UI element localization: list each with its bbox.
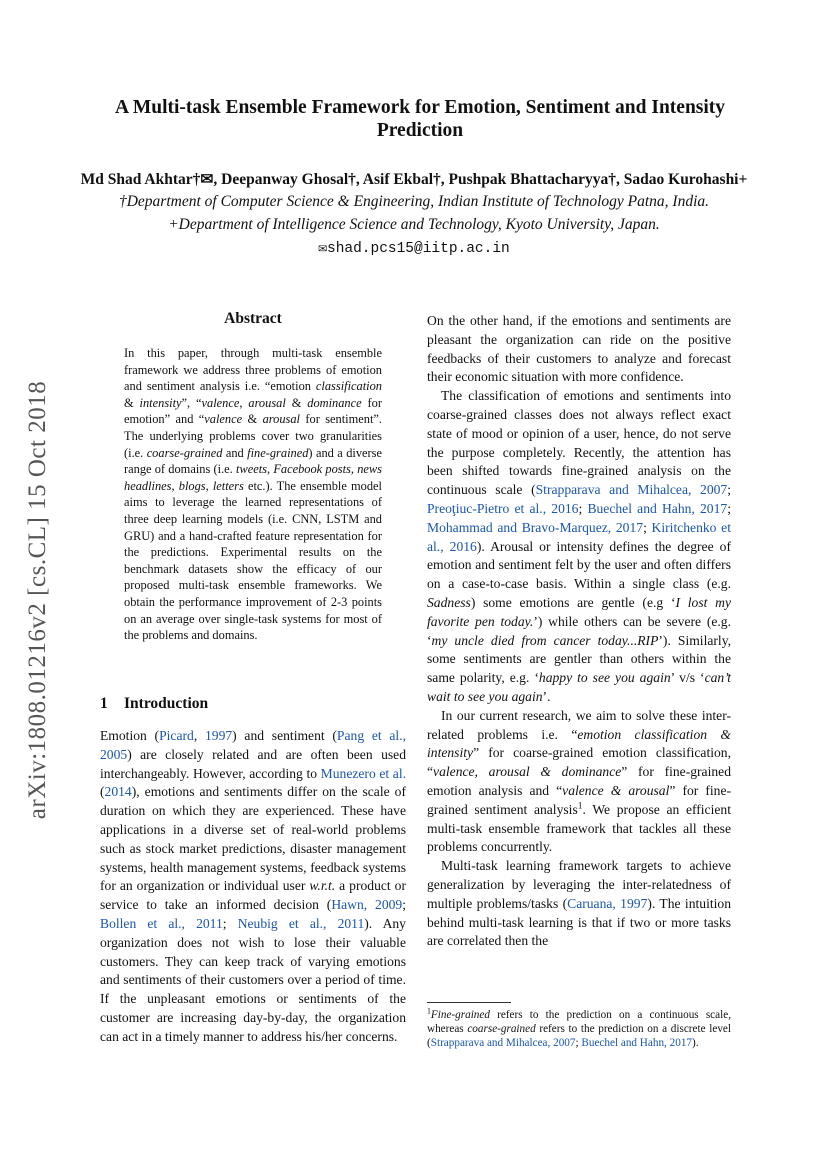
abstract-heading: Abstract [224, 310, 282, 327]
citation-link[interactable]: Caruana, 1997 [567, 895, 648, 911]
citation-link[interactable]: Bollen et al., 2011 [100, 915, 223, 931]
contact-email: ✉shad.pcs15@iitp.ac.in [318, 241, 510, 257]
citation-link[interactable]: Kiritchenko et al., 2016 [427, 519, 731, 554]
citation-link[interactable]: Picard [159, 728, 194, 743]
citation-link[interactable]: 2014 [104, 784, 132, 800]
citation-link[interactable]: Buechel and Hahn, 2017 [587, 500, 728, 516]
section-heading-introduction: 1 Introduction [100, 695, 209, 712]
paper-title: A Multi-task Ensemble Framework for Emotion, Sentiment and Intensity Prediction [114, 97, 726, 141]
footnote: $^1$Fine-grained refers to the prediction on a continuous scale, whereas coarse-grained refers to the prediction on a discrete level (Strapparava and Mihalcea, 2007; Buechel and Hahn, 2017). [427, 1006, 731, 1050]
citation-link[interactable]: Pang et al., 2005 [100, 728, 407, 762]
arxiv-identifier: arXiv:1808.01216v2 [cs.CL] 15 Oct 2018 [24, 380, 51, 820]
citation-link[interactable]: Mohammad and Bravo-Marquez, 2017 [427, 519, 644, 535]
footnote-rule [427, 1002, 511, 1003]
abstract-text: In this paper, through multi-task ensemble framework we address three problems of emotion and sentiment analysis i.e. “emotion classification & intensity”, “valence, arousal & dominance for emotion” and “valence & arousal for sentiment”. The underlying problems cover two granularities (i.e. coarse-grained and fine-grained) and a diverse range of domains (i.e. tweets, Facebook posts, news headlines, blogs, letters etc.). The ensemble model aims to leverage the learned representations of three deep learning models (i.e. CNN, LSTM and GRU) and a hand-crafted feature representation for the predictions. Experimental results on the benchmark datasets show the efficacy of our proposed multi-task ensemble frameworks. We obtain the performance improvement of 2-3 points on an average over single-task systems for most of the problems and domains. [124, 346, 382, 643]
intro-paragraph-left: Emotion (Picard, 1997) and sentiment (Pang et al., 2005) are closely related and are often been used interchangeably. However, according to Munezero et al. (2014), emotions and sentiments differ on the scale of duration on which they are experienced. These have applications in a diverse set of real-world problems such as stock market predictions, disaster management systems, health management systems, feedback systems for an organization or individual user w.r.t. a product or service to take an informed decision (Hawn, 2009; Bollen et al., 2011; Neubig et al., 2011). Any organization does not wish to lose their valuable customers. They can keep track of varying emotions and sentiments of their customers over a period of time. If the unpleasant emotions or sentiments of the customer are increasing day-by-day, the organization can act in a timely manner to address his/her concerns. [100, 728, 407, 1044]
affiliation-kyoto: +Department of Intelligence Science and Technology, Kyoto University, Japan. [168, 216, 660, 233]
intro-paragraphs-right: On the other hand, if the emotions and sentiments are pleasant the organization can ride on the positive feedbacks of their customers to analyze and forecast their economic situation with more confidence. The classification of emotions and sentiments into coarse-grained classes does not always reflect exact state of mood or opinion of a user, hence, do not serve the purpose completely. Recently, the attention has been shifted towards fine-grained analysis on the continuous scale (Strapparava and Mihalcea, 2007; Preoţiuc-Pietro et al., 2016; Buechel and Hahn, 2017; Mohammad and Bravo-Marquez, 2017; Kiritchenko et al., 2016). Arousal or intensity defines the degree of emotion and sentiment felt by the user and often differs on a case-to-case basis. Within a single class (e.g. Sadness) some emotions are gentle (e.g ‘I lost my favorite pen today.’) while others can be severe (e.g. ‘my uncle died from cancer today...RIP’). Similarly, some sentiments are gentler than others within the same polarity, e.g. ‘happy to see you again’ v/s ‘can’t wait to see you again’. In our current research, we aim to solve these inter-related problems i.e. “emotion classification & intensity” for coarse-grained emotion classification, “valence, arousal & dominance” for fine-grained emotion analysis and “valence & arousal” for fine-grained sentiment analysis$^1$. We propose an efficient multi-task ensemble framework that tackles all these problems concurrently. Multi-task learning framework targets to achieve generalization by leveraging the inter-relatedness of multiple problems/tasks (Caruana, 1997). The intuition behind multi-task learning is that if two or more tasks are correlated then the [427, 313, 732, 949]
citation-link[interactable]: Munezero et al. [320, 765, 406, 781]
citation-link[interactable]: Strapparava and Mihalcea, 2007 [535, 482, 728, 498]
citation-link[interactable]: Buechel and Hahn, 2017 [581, 1037, 693, 1050]
author-list: Md Shad Akhtar†✉, Deepanway Ghosal†, Asif Ekbal†, Pushpak Bhattacharyya†, Sadao Kurohashi+ [80, 171, 748, 188]
citation-link[interactable]: Hawn, 2009 [331, 897, 403, 913]
citation-link[interactable]: 1997 [204, 728, 233, 743]
citation-link[interactable]: Preoţiuc-Pietro et al., 2016 [427, 500, 579, 516]
citation-link[interactable]: Strapparava and Mihalcea, 2007 [430, 1037, 576, 1050]
affiliation-iit-patna: †Department of Computer Science & Engineering, Indian Institute of Technology Patna, India. [118, 193, 710, 210]
citation-link[interactable]: Neubig et al., 2011 [237, 915, 365, 931]
